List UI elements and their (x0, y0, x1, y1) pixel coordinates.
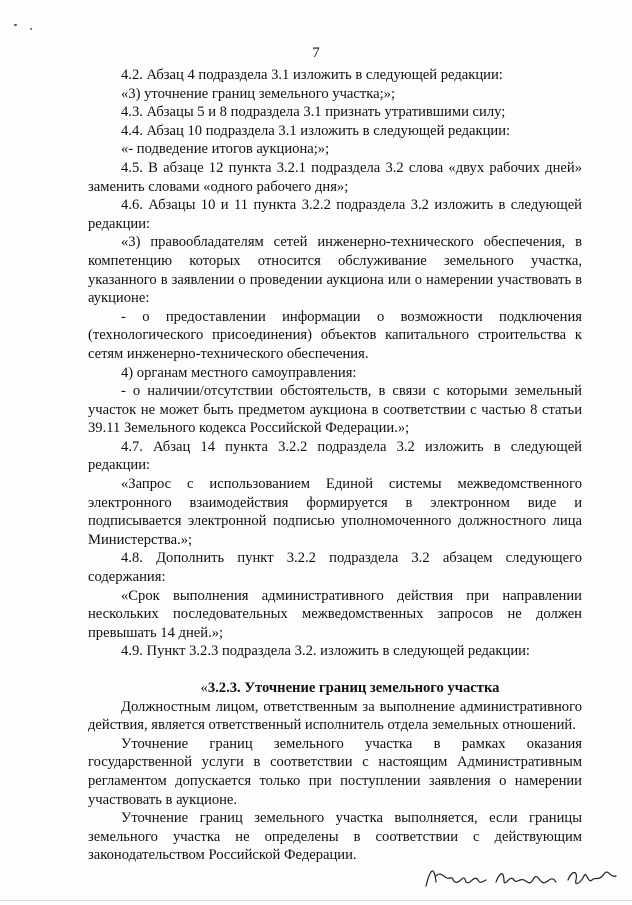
page-number: 7 (312, 45, 320, 61)
paragraph: Должностным лицом, ответственным за выполнение административного действия, является ответственный исполнитель отдела земельных отношений. (88, 698, 582, 734)
paragraph: - о наличии/отсутствии обстоятельств, в связи с которыми земельный участок не может быть предметом аукциона в соответствии с частью 8 статьи 39.11 Земельного кодекса Российской Федерации.»; (88, 383, 582, 437)
section-heading (88, 679, 582, 698)
handwritten-certification (420, 856, 620, 896)
heading-text: 3.2.3. Уточнение границ земельного участка (207, 680, 500, 696)
paragraph: «Запрос с использованием Единой системы межведомственного электронного взаимодействия формируется в электронном виде и подписывается электронной подписью уполномоченного должностного лица Министерства.»; (88, 476, 582, 548)
paragraph-list (88, 66, 582, 661)
paragraph: «3) уточнение границ земельного участка;»; (121, 85, 396, 102)
heading-quote: « (200, 680, 208, 696)
paragraph: «- подведение итогов аукциона;»; (121, 141, 330, 158)
paragraph: 4.9. Пункт 3.2.3 подраздела 3.2. изложить в следующей редакции: (121, 643, 530, 660)
paragraph: «Срок выполнения административного действия при направлении нескольких последовательных межведомственных запросов не должен превышать 14 дней.»; (88, 587, 582, 641)
scan-edge (0, 900, 632, 901)
paragraph-list (88, 698, 582, 865)
paragraph: «3) правообладателям сетей инженерно-технического обеспечения, в компетенцию которых относится обслуживание земельного участка, указанного в заявлении о проведении аукциона или о намерении участвовать в аукционе: (88, 234, 582, 307)
scan-speck (14, 24, 17, 26)
paragraph: 4.3. Абзацы 5 и 8 подраздела 3.1 признать утратившими силу; (121, 104, 506, 121)
paragraph: 4.6. Абзацы 10 и 11 пункта 3.2.2 подраздела 3.2 изложить в следующей редакции: (88, 197, 582, 232)
paragraph: 4) органам местного самоуправления: (121, 364, 357, 381)
scan-speck (30, 28, 32, 30)
paragraph: 4.4. Абзац 10 подраздела 3.1 изложить в следующей редакции: (121, 122, 511, 139)
paragraph: 4.5. В абзаце 12 пункта 3.2.1 подраздела 3.2 слова «двух рабочих дней» заменить словами «одного рабочего дня»; (88, 159, 582, 195)
paragraph: 4.2. Абзац 4 подраздела 3.1 изложить в следующей редакции: (121, 67, 503, 83)
paragraph: Уточнение границ земельного участка выполняется, если границы земельного участка не определены в соответствии с действующим законодательством Российской Федерации. (88, 810, 582, 864)
paragraph: 4.7. Абзац 14 пункта 3.2.2 подраздела 3.2 изложить в следующей редакции: (88, 438, 582, 474)
document-body (88, 66, 582, 865)
paragraph: - о предоставлении информации о возможности подключения (технологического присоединения) объектов капитального строительства к сетям инженерно-технического обеспечения. (88, 308, 582, 362)
paragraph: Уточнение границ земельного участка в рамках оказания государственной услуги в соответствии с настоящим Административным регламентом допускается только при поступлении заявления о намерении участвовать в аукционе. (88, 735, 582, 808)
paragraph: 4.8. Дополнить пункт 3.2.2 подраздела 3.2 абзацем следующего содержания: (88, 550, 582, 586)
